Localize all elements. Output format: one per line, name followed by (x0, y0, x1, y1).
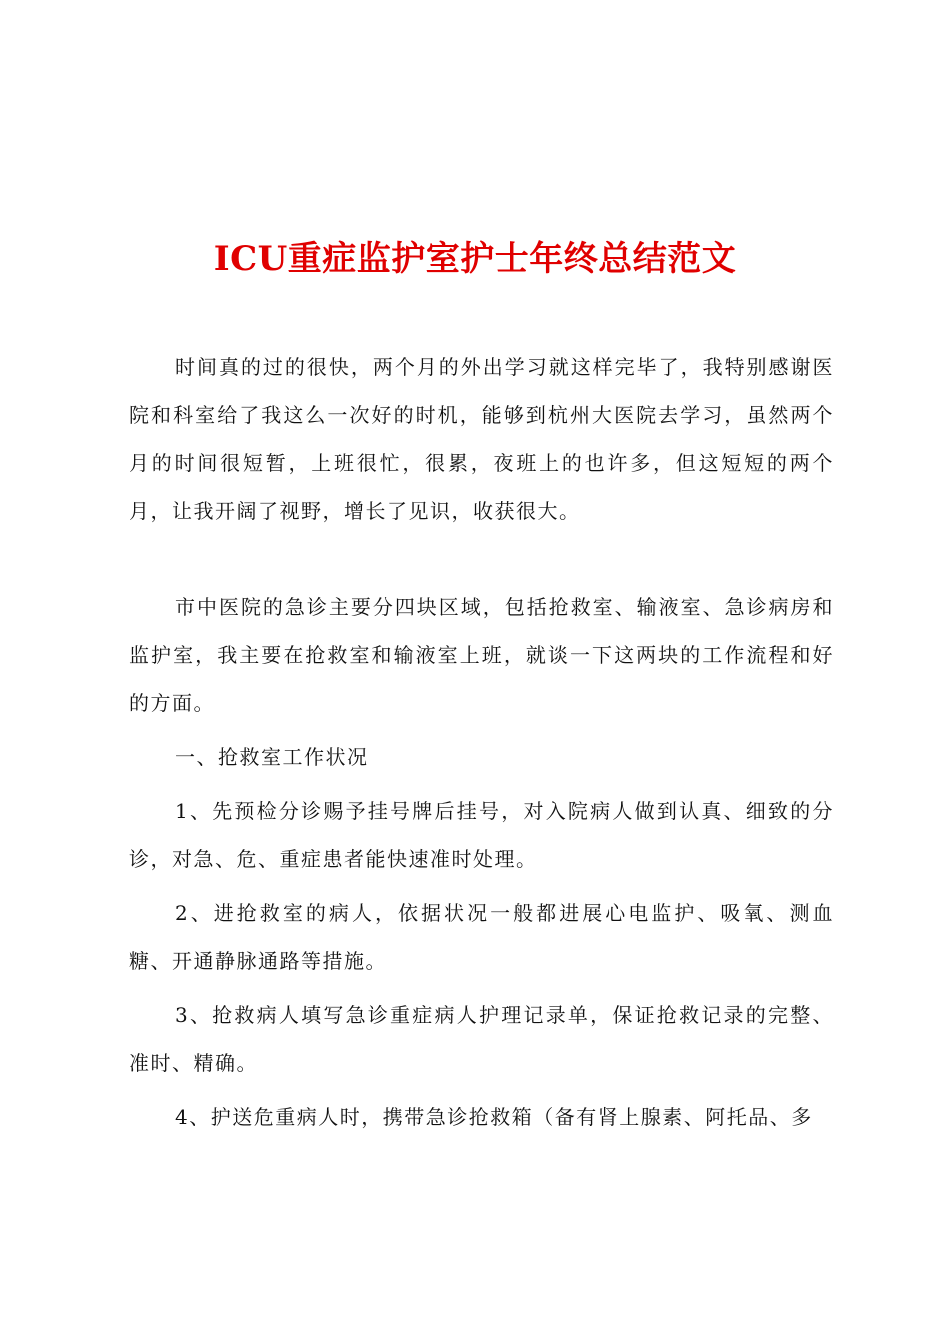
document-title: ICU重症监护室护士年终总结范文 (213, 238, 737, 279)
paragraph-er-overview: 市中医院的急诊主要分四块区域，包括抢救室、输液室、急诊病房和监护室，我主要在抢救室和输液室上班，就谈一下这两块的工作流程和好的方面。 (129, 595, 834, 715)
list-item-1: 1、先预检分诊赐予挂号牌后挂号，对入院病人做到认真、细致的分诊，对急、危、重症患者能快速准时处理。 (129, 799, 834, 871)
document-body (129, 343, 834, 1141)
paragraph-intro: 时间真的过的很快，两个月的外出学习就这样完毕了，我特别感谢医院和科室给了我这么一次好的时机，能够到杭州大医院去学习，虽然两个月的时间很短暂，上班很忙，很累，夜班上的也许多，但这短短的两个月，让我开阔了视野，增长了见识，收获很大。 (129, 355, 834, 523)
list-item-3: 3、抢救病人填写急诊重症病人护理记录单，保证抢救记录的完整、准时、精确。 (129, 1003, 834, 1075)
list-item-4: 4、护送危重病人时，携带急诊抢救箱（备有肾上腺素、阿托品、多 (175, 1105, 813, 1129)
list-item-2: 2、进抢救室的病人，依据状况一般都进展心电监护、吸氧、测血糖、开通静脉通路等措施。 (129, 901, 834, 973)
section-heading-rescue-room: 一、抢救室工作状况 (175, 745, 369, 769)
